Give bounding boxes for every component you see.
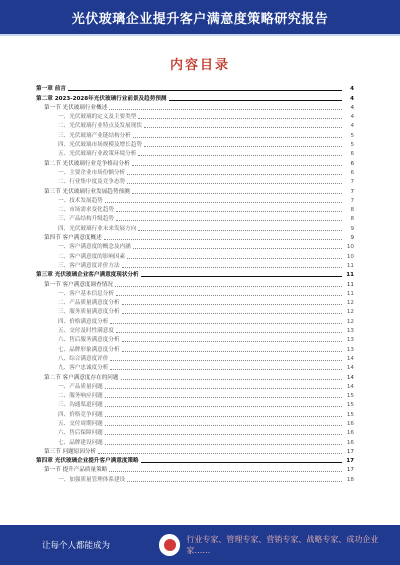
toc-leader-dots xyxy=(127,174,342,175)
toc-entry-label: 第四节 客户满意度概述 xyxy=(44,235,102,242)
toc-entry[interactable] xyxy=(36,140,354,149)
toc-entry-label: 三、客户满意度评价方法 xyxy=(58,262,120,269)
toc-entry-page: 7 xyxy=(350,188,354,195)
toc-entry-label: 五、交付周期问题 xyxy=(58,420,103,427)
toc-entry-label: 第四章 光伏玻璃企业提升客户满意度策略 xyxy=(36,458,139,465)
toc-leader-dots xyxy=(98,453,342,454)
toc-entry-label: 六、售后服务满意度分析 xyxy=(58,337,120,344)
toc-entry-page: 8 xyxy=(350,207,354,214)
toc-entry-page: 11 xyxy=(346,272,354,279)
toc-leader-dots xyxy=(116,211,342,212)
toc-entry[interactable] xyxy=(36,261,354,270)
toc-entry-label: 四、光伏玻璃行业未来发展方向 xyxy=(58,225,137,232)
toc-entry-page: 10 xyxy=(346,253,354,260)
toc-entry[interactable] xyxy=(36,103,354,112)
toc-entry-label: 二、产品质量满意度分析 xyxy=(58,300,120,307)
toc-entry[interactable] xyxy=(36,447,354,456)
toc-entry-page: 4 xyxy=(350,95,354,102)
toc-entry-page: 9 xyxy=(350,225,354,232)
toc-entry-page: 17 xyxy=(346,467,354,474)
toc-entry-label: 第二节 光伏玻璃行业竞争格局分析 xyxy=(44,160,130,167)
toc-entry[interactable] xyxy=(36,130,354,139)
toc-leader-dots xyxy=(105,434,342,435)
toc-entry-page: 15 xyxy=(346,393,354,400)
toc-leader-dots xyxy=(115,286,342,287)
toc-entry-page: 15 xyxy=(346,411,354,418)
toc-leader-dots xyxy=(105,406,342,407)
toc-entry-page: 4 xyxy=(350,86,354,93)
toc-leader-dots xyxy=(105,425,342,426)
toc-entry-page: 14 xyxy=(346,355,354,362)
toc-entry-label: 第一节 提升产品质量策略 xyxy=(44,467,108,474)
toc-entry-label: 七、品牌建设问题 xyxy=(58,439,103,446)
toc-leader-dots xyxy=(105,202,342,203)
toc-entry-label: 第一节 光伏玻璃行业概述 xyxy=(44,104,108,111)
toc-leader-dots xyxy=(132,193,342,194)
toc-entry[interactable] xyxy=(36,307,354,316)
toc-entry-page: 17 xyxy=(346,448,354,455)
toc-leader-dots xyxy=(138,230,342,231)
toc-entry-label: 二、行业集中度及竞争态势 xyxy=(58,179,126,186)
toc-entry-page: 13 xyxy=(346,346,354,353)
toc-entry[interactable] xyxy=(36,223,354,232)
toc-title: 内容目录 xyxy=(169,58,230,73)
report-footer xyxy=(0,525,400,565)
toc-entry-page: 5 xyxy=(350,142,354,149)
toc-entry[interactable] xyxy=(36,419,354,428)
toc-entry-label: 三、服务质量满意度分析 xyxy=(58,309,120,316)
toc-entry-label: 二、光伏玻璃行业特点及发展现状 xyxy=(58,123,142,130)
toc-entry-label: 三、产品结构升级趋势 xyxy=(58,216,114,223)
toc-entry[interactable] xyxy=(36,186,354,195)
toc-entry-label: 第三章 光伏玻璃企业客户满意度现状分析 xyxy=(36,272,139,279)
toc-entry-label: 第一章 前言 xyxy=(36,86,66,93)
toc-entry[interactable] xyxy=(36,168,354,177)
toc-entry-label: 二、服务响应问题 xyxy=(58,393,103,400)
toc-leader-dots xyxy=(141,462,342,463)
toc-entry[interactable] xyxy=(36,382,354,391)
toc-leader-dots xyxy=(144,146,342,147)
toc-entry-page: 4 xyxy=(350,114,354,121)
toc-entry[interactable] xyxy=(36,344,354,353)
toc-entry[interactable] xyxy=(36,354,354,363)
toc-entry-label: 四、价格满意度分析 xyxy=(58,318,109,325)
toc-entry[interactable] xyxy=(36,372,354,381)
toc-leader-dots xyxy=(110,360,342,361)
toc-entry[interactable] xyxy=(36,149,354,158)
toc-entry[interactable] xyxy=(36,465,354,474)
toc-entry-label: 五、光伏玻璃行业政策环境分析 xyxy=(58,151,137,158)
toc-leader-dots xyxy=(133,248,342,249)
logo-mark xyxy=(164,539,176,551)
toc-entry-page: 12 xyxy=(346,309,354,316)
toc-entry-label: 五、交付及时性满意度 xyxy=(58,328,114,335)
toc-entry[interactable] xyxy=(36,242,354,251)
toc-entry-label: 第二章 2023-2028年光伏玻璃行业前景及趋势预测 xyxy=(36,95,167,102)
toc-entry-page: 18 xyxy=(346,476,354,483)
toc-leader-dots xyxy=(109,109,342,110)
report-header xyxy=(0,0,400,34)
toc-leader-dots xyxy=(105,444,342,445)
toc-entry[interactable] xyxy=(36,84,354,93)
toc-entry-label: 六、售后保障问题 xyxy=(58,430,103,437)
toc-entry-label: 九、客户忠诚度分析 xyxy=(58,365,109,372)
toc-leader-dots xyxy=(141,276,342,277)
toc-leader-dots xyxy=(121,379,343,380)
toc-entry[interactable] xyxy=(36,316,354,325)
toc-entry-page: 7 xyxy=(350,197,354,204)
toc-entry[interactable] xyxy=(36,391,354,400)
toc-entry-page: 9 xyxy=(350,235,354,242)
toc-entry-page: 10 xyxy=(346,244,354,251)
footer-tagline: 行业专家、管理专家、营销专家、战略专家、成功企业家…… xyxy=(186,535,379,555)
report-title: 光伏玻璃企业提升客户满意度策略研究报告 xyxy=(71,11,329,27)
toc-entry-page: 14 xyxy=(346,383,354,390)
toc-entry[interactable] xyxy=(36,409,354,418)
toc-entry[interactable] xyxy=(36,279,354,288)
toc-entry-label: 第二节 客户满意度存在的问题 xyxy=(44,374,119,381)
toc-leader-dots xyxy=(104,239,342,240)
toc-entry-label: 三、沟通渠道问题 xyxy=(58,402,103,409)
toc-entry-page: 11 xyxy=(346,262,354,269)
toc-leader-dots xyxy=(138,118,342,119)
toc-leader-dots xyxy=(122,313,342,314)
toc-entry-page: 14 xyxy=(346,365,354,372)
toc-entry[interactable] xyxy=(36,121,354,130)
toc-leader-dots xyxy=(122,304,342,305)
toc-entry-label: 四、光伏玻璃市场规模及增长趋势 xyxy=(58,142,142,149)
toc-entry-label: 一、光伏玻璃的定义及主要类型 xyxy=(58,114,137,121)
toc-entry-label: 一、加强质量管理体系建设 xyxy=(58,476,126,483)
toc-entry[interactable] xyxy=(36,158,354,167)
toc-entry-page: 16 xyxy=(346,430,354,437)
toc-entry[interactable] xyxy=(36,289,354,298)
toc-entry[interactable] xyxy=(36,363,354,372)
toc-entry[interactable] xyxy=(36,335,354,344)
toc-entry-page: 14 xyxy=(346,374,354,381)
toc-entry[interactable] xyxy=(36,270,354,279)
toc-entry[interactable] xyxy=(36,177,354,186)
toc-leader-dots xyxy=(110,369,342,370)
toc-entry[interactable] xyxy=(36,326,354,335)
toc-entry-page: 13 xyxy=(346,328,354,335)
toc-entry[interactable] xyxy=(36,214,354,223)
toc-leader-dots xyxy=(68,90,342,91)
toc-entry[interactable] xyxy=(36,437,354,446)
toc-entry-page: 4 xyxy=(350,123,354,130)
toc-entry-label: 一、产品质量问题 xyxy=(58,383,103,390)
toc-entry-page: 5 xyxy=(350,132,354,139)
toc-leader-dots xyxy=(116,295,342,296)
table-of-contents xyxy=(36,84,354,484)
toc-entry-label: 第一节 客户满意度调查情况 xyxy=(44,281,113,288)
header-divider xyxy=(0,34,400,36)
toc-leader-dots xyxy=(105,397,342,398)
toc-leader-dots xyxy=(169,100,342,101)
toc-entry-label: 一、客户满意度的概念及内涵 xyxy=(58,244,131,251)
toc-entry-page: 16 xyxy=(346,420,354,427)
toc-leader-dots xyxy=(116,332,342,333)
toc-entry-page: 12 xyxy=(346,300,354,307)
logo-icon xyxy=(159,534,181,556)
toc-entry-label: 第三节 问题原因分析 xyxy=(44,448,97,455)
toc-entry-page: 8 xyxy=(350,216,354,223)
toc-entry-label: 二、客户满意度的影响因素 xyxy=(58,253,126,260)
toc-leader-dots xyxy=(116,220,342,221)
toc-entry-page: 16 xyxy=(346,439,354,446)
toc-entry[interactable] xyxy=(36,456,354,465)
toc-entry-label: 七、品牌形象满意度分析 xyxy=(58,346,120,353)
toc-entry[interactable] xyxy=(36,205,354,214)
toc-entry-page: 11 xyxy=(346,290,354,297)
toc-entry[interactable] xyxy=(36,233,354,242)
toc-leader-dots xyxy=(138,155,342,156)
toc-entry-label: 三、光伏玻璃产业链结构分析 xyxy=(58,132,131,139)
toc-entry-label: 二、市场需求变化趋势 xyxy=(58,207,114,214)
toc-entry-label: 四、价格竞争问题 xyxy=(58,411,103,418)
toc-entry[interactable] xyxy=(36,428,354,437)
toc-entry[interactable] xyxy=(36,400,354,409)
toc-leader-dots xyxy=(110,323,342,324)
toc-leader-dots xyxy=(109,471,342,472)
toc-leader-dots xyxy=(105,416,342,417)
toc-entry-page: 4 xyxy=(350,104,354,111)
toc-leader-dots xyxy=(122,341,342,342)
toc-leader-dots xyxy=(105,388,342,389)
toc-leader-dots xyxy=(127,481,342,482)
toc-leader-dots xyxy=(144,127,342,128)
toc-leader-dots xyxy=(133,137,342,138)
toc-entry[interactable] xyxy=(36,474,354,483)
toc-entry-page: 6 xyxy=(350,151,354,158)
toc-leader-dots xyxy=(127,183,342,184)
toc-leader-dots xyxy=(132,165,342,166)
toc-entry-label: 第三节 光伏玻璃行业发展趋势预测 xyxy=(44,188,130,195)
toc-entry-label: 一、技术发展趋势 xyxy=(58,197,103,204)
toc-entry-page: 11 xyxy=(346,281,354,288)
toc-entry-page: 13 xyxy=(346,337,354,344)
toc-leader-dots xyxy=(127,258,342,259)
toc-entry-page: 12 xyxy=(346,318,354,325)
toc-entry-page: 17 xyxy=(346,458,354,465)
toc-entry[interactable] xyxy=(36,196,354,205)
toc-leader-dots xyxy=(122,267,342,268)
toc-entry-page: 6 xyxy=(350,169,354,176)
toc-entry-page: 15 xyxy=(346,402,354,409)
toc-entry[interactable] xyxy=(36,251,354,260)
toc-entry-label: 八、综合满意度评价 xyxy=(58,355,109,362)
toc-entry[interactable] xyxy=(36,298,354,307)
toc-entry[interactable] xyxy=(36,112,354,121)
toc-leader-dots xyxy=(122,351,342,352)
toc-entry[interactable] xyxy=(36,93,354,102)
toc-entry-label: 一、客户基本信息分析 xyxy=(58,290,114,297)
toc-entry-label: 一、主要企业市场份额分析 xyxy=(58,169,126,176)
toc-entry-page: 7 xyxy=(350,179,354,186)
footer-slogan: 让每个人都能成为 xyxy=(42,541,111,551)
toc-entry-page: 6 xyxy=(350,160,354,167)
